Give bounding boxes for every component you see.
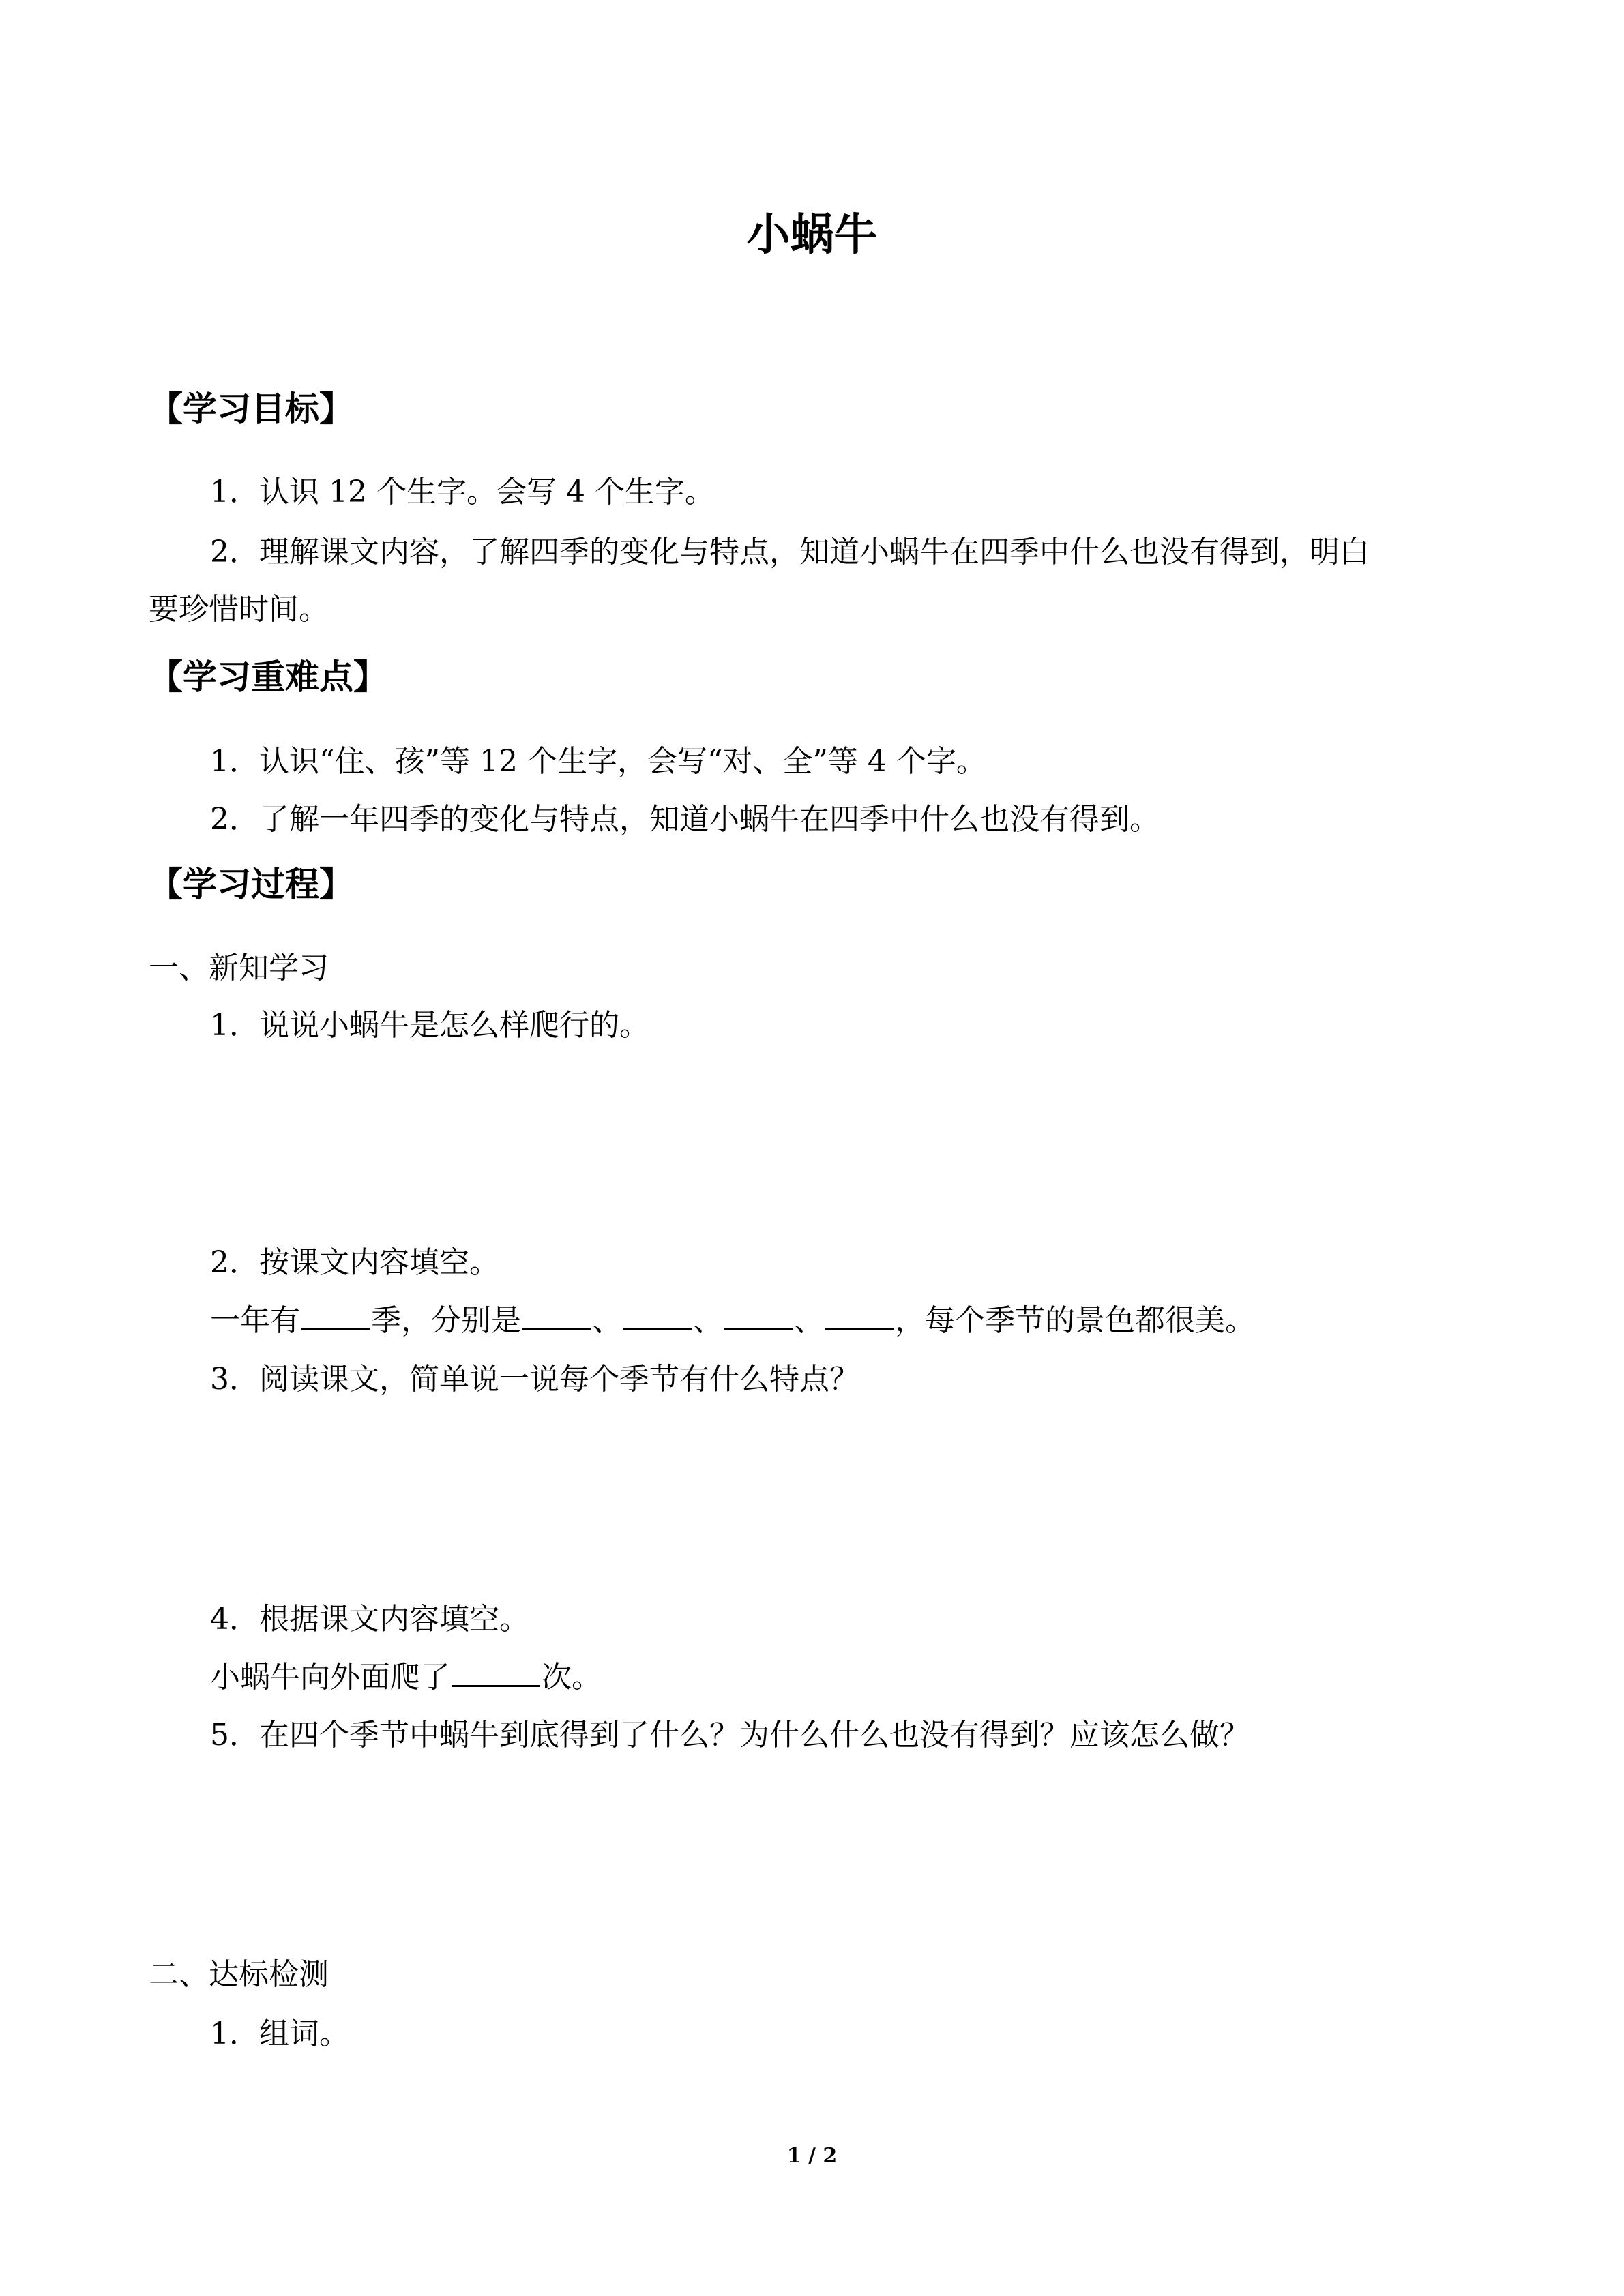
key-points-heading: 【学习重难点】 [149, 657, 387, 697]
blank-season-2[interactable] [623, 1301, 692, 1330]
page-title: 小蜗牛 [746, 210, 878, 260]
question-5: 5．在四个季节中蜗牛到底得到了什么？为什么什么也没有得到？应该怎么做？ [210, 1718, 1250, 1753]
fill-text-q4-a: 小蜗牛向外面爬了 [210, 1660, 450, 1695]
fill-text-b: 季，分别是 [371, 1303, 521, 1338]
fill-sep-1: 、 [592, 1303, 622, 1338]
fill-text-q4-b: 次。 [542, 1660, 602, 1695]
page-number: 1 / 2 [786, 2144, 838, 2168]
objective-item-2: 2．理解课文内容，了解四季的变化与特点，知道小蜗牛在四季中什么也没有得到，明白 [210, 535, 1370, 569]
objective-item-1: 1．认识 12 个生字。会写 4 个生字。 [210, 475, 715, 509]
blank-season-3[interactable] [724, 1301, 793, 1330]
blank-season-4[interactable] [825, 1301, 894, 1330]
blank-crawl-count[interactable] [452, 1658, 540, 1687]
objective-item-2-continued: 要珍惜时间。 [149, 592, 329, 627]
part2-question-1: 1．组词。 [210, 2016, 349, 2051]
fill-text-c: ，每个季节的景色都很美。 [895, 1303, 1255, 1338]
process-heading: 【学习过程】 [149, 865, 353, 904]
fill-sep-3: 、 [794, 1303, 824, 1338]
fill-text-a: 一年有 [210, 1303, 300, 1338]
question-2-fill-line [210, 1300, 1255, 1341]
question-1: 1．说说小蜗牛是怎么样爬行的。 [210, 1008, 649, 1043]
fill-sep-2: 、 [693, 1303, 723, 1338]
blank-season-1[interactable] [522, 1301, 591, 1330]
key-point-item-1: 1．认识“住、孩”等 12 个生字，会写“对、全”等 4 个字。 [210, 744, 986, 779]
blank-season-count[interactable] [301, 1301, 370, 1330]
question-4-fill-line [210, 1657, 602, 1698]
key-point-item-2: 2．了解一年四季的变化与特点，知道小蜗牛在四季中什么也没有得到。 [210, 802, 1160, 837]
question-2: 2．按课文内容填空。 [210, 1245, 499, 1280]
objectives-heading: 【学习目标】 [149, 389, 353, 429]
question-3: 3．阅读课文，简单说一说每个季节有什么特点？ [210, 1362, 859, 1397]
question-4: 4．根据课文内容填空。 [210, 1602, 529, 1637]
part2-label: 二、达标检测 [149, 1957, 329, 1992]
part1-label: 一、新知学习 [149, 951, 329, 985]
